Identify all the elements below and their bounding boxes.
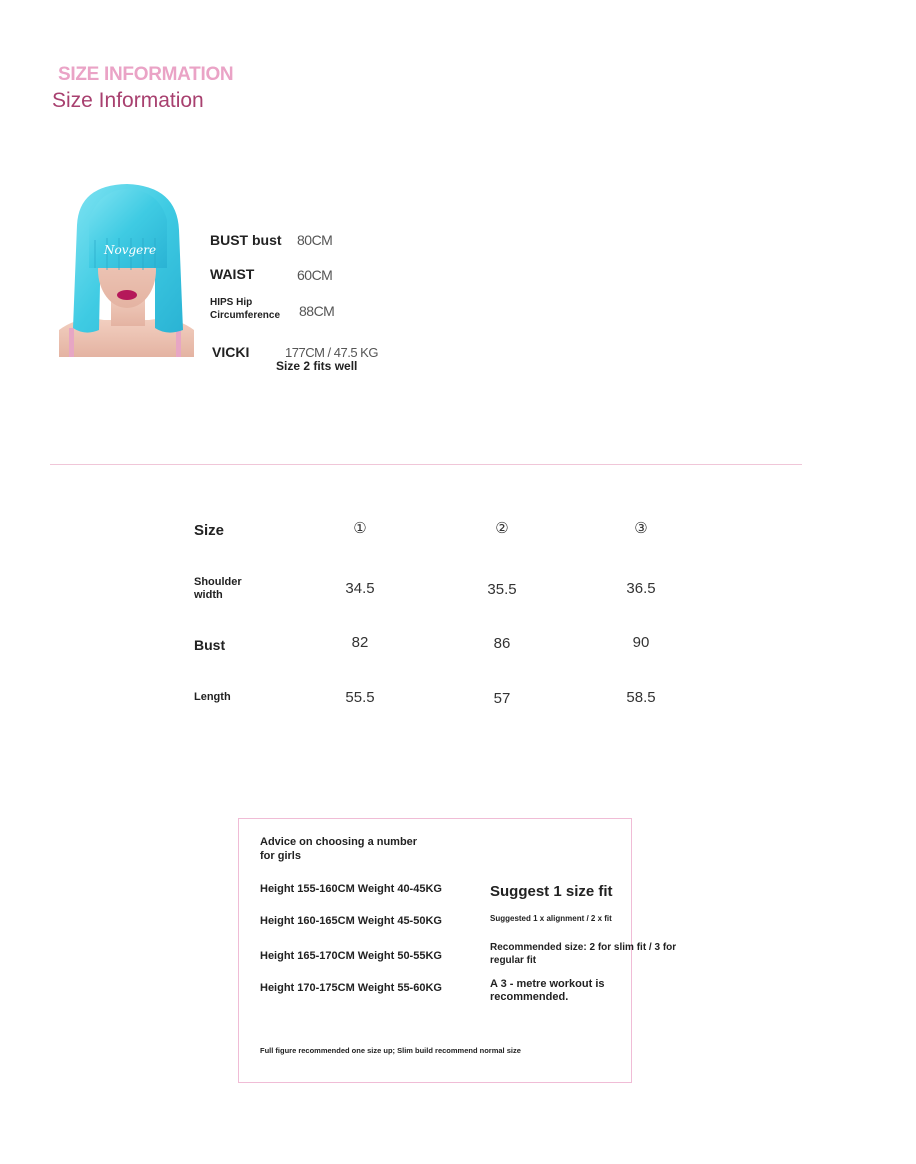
table-cell: 35.5 [487,581,517,598]
advice-suggestion: A 3 - metre workout is recommended. [490,978,605,1003]
measure-label-hips: HIPS Hip Circumference [210,297,281,321]
table-row-label-bust: Bust [194,637,226,653]
table-header-size-3: ③ [634,520,648,537]
table-cell: 57 [493,690,511,707]
advice-row: Height 160-165CM Weight 45-50KG [260,915,442,927]
advice-suggestion-primary: Suggest 1 size fit [490,883,613,900]
table-cell: 90 [632,634,650,651]
advice-row: Height 170-175CM Weight 55-60KG [260,982,442,994]
table-cell: 86 [493,635,511,652]
advice-footer: Full figure recommended one size up; Slim build recommend normal size [260,1046,521,1055]
table-header-size: Size [194,522,225,539]
advice-row: Height 165-170CM Weight 50-55KG [260,950,442,962]
model-height-weight: 177CM / 47.5 KG [285,345,378,360]
section-subtitle: Size Information [52,89,204,112]
table-header-size-1: ① [353,520,367,537]
measure-label-waist: WAIST [210,266,255,282]
measure-label-bust: BUST bust [210,232,282,248]
advice-title: Advice on choosing a number for girls [260,836,418,862]
section-divider [50,464,802,465]
table-header-size-2: ② [495,520,509,537]
measure-value-waist: 60CM [297,267,333,283]
model-photo-icon [59,180,194,357]
svg-text:Novgere: Novgere [104,243,157,257]
table-cell: 55.5 [345,689,375,706]
fit-note: Size 2 fits well [276,359,358,373]
advice-suggestion: Recommended size: 2 for slim fit / 3 for regular fit [490,942,677,966]
model-name: VICKI [212,344,250,360]
advice-row: Height 155-160CM Weight 40-45KG [260,883,442,895]
table-row-label-length: Length [194,691,231,703]
model-photo [59,180,194,357]
table-cell: 58.5 [626,689,656,706]
table-cell: 82 [351,634,369,651]
table-row-label-shoulder: Shoulder width [194,576,242,601]
table-cell: 34.5 [345,580,375,597]
measure-value-hips: 88CM [299,303,335,319]
measure-value-bust: 80CM [297,232,333,248]
section-title: SIZE INFORMATION [58,64,234,85]
advice-suggestion: Suggested 1 x alignment / 2 x fit [490,914,612,923]
table-cell: 36.5 [626,580,656,597]
